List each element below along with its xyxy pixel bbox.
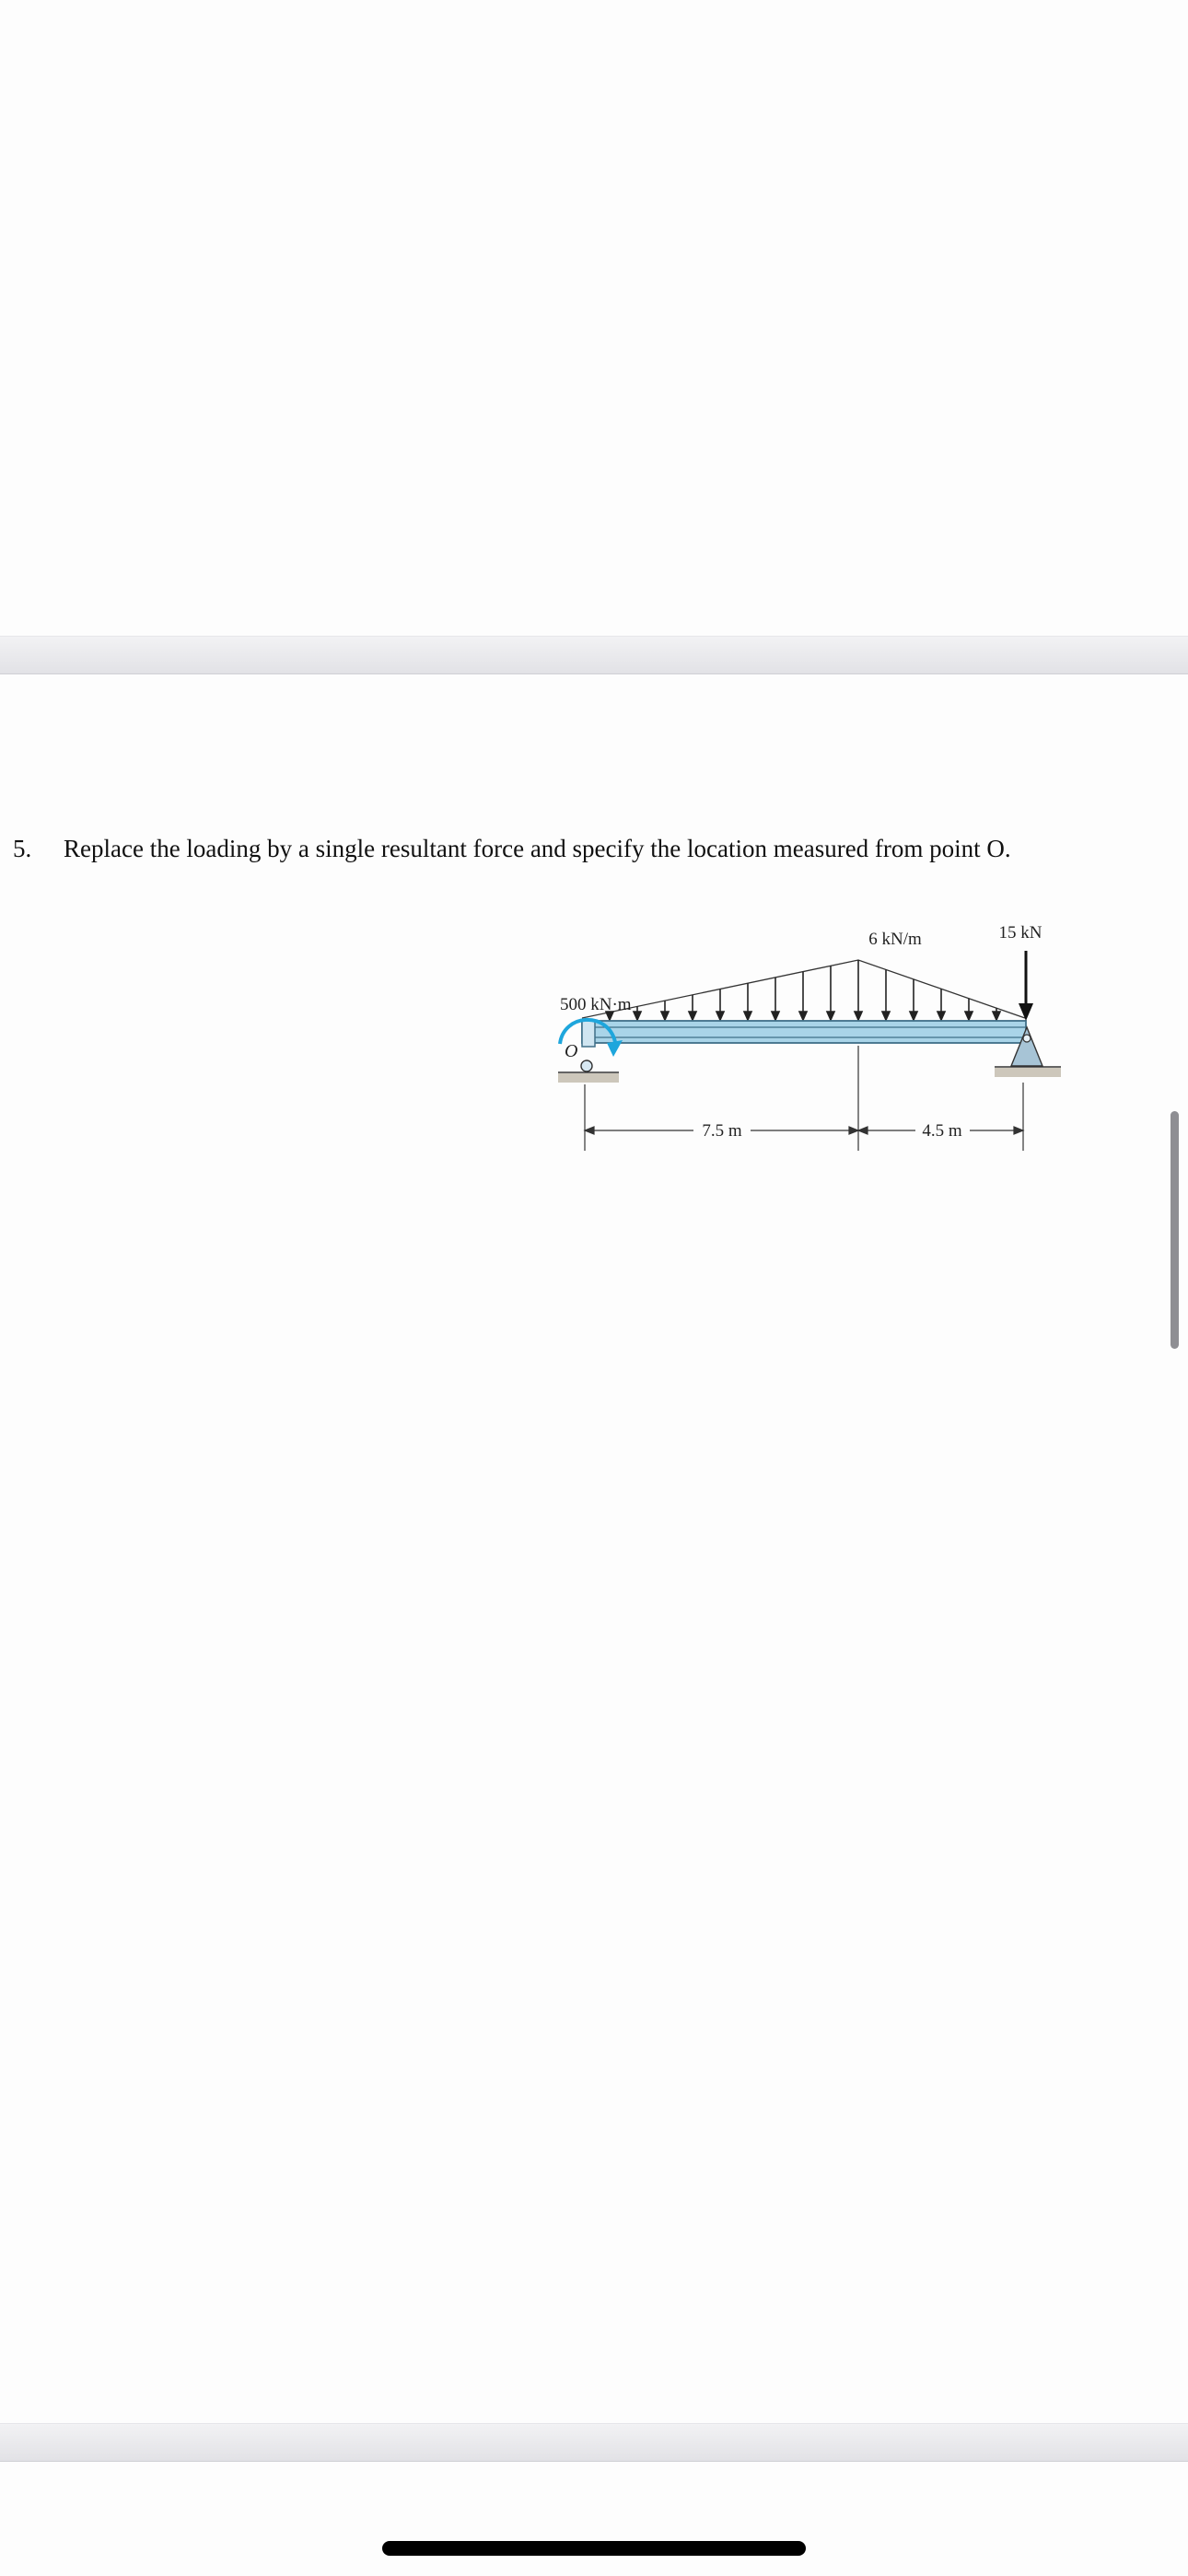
problem-number: 5. — [13, 835, 32, 862]
load-arrow-head — [799, 1012, 807, 1020]
load-arrow-head — [993, 1012, 1000, 1020]
load-arrow-head — [855, 1012, 862, 1020]
page-divider-bottom — [0, 2423, 1188, 2462]
dimension-left-label: 7.5 m — [702, 1121, 742, 1141]
load-arrow-head — [938, 1012, 945, 1020]
point-load-label: 15 kN — [998, 923, 1042, 943]
load-arrow-head — [661, 1012, 669, 1020]
load-arrow-head — [772, 1012, 779, 1020]
point-O-label: O — [565, 1041, 578, 1061]
beam-left-end-plate — [582, 1021, 595, 1047]
distributed-load-label: 6 kN/m — [868, 930, 922, 949]
beam-body — [582, 1021, 1026, 1043]
moment-label: 500 kN·m — [560, 995, 632, 1014]
home-indicator-bar[interactable] — [382, 2541, 806, 2556]
distributed-load-arrows — [606, 960, 1000, 1020]
load-arrow-head — [910, 1012, 917, 1020]
load-arrow-head — [965, 1012, 973, 1020]
scrollbar-thumb[interactable] — [1171, 1111, 1179, 1349]
beam-loading-figure — [543, 917, 1077, 1165]
load-arrow-head — [716, 1012, 724, 1020]
load-arrow-head — [744, 1012, 751, 1020]
load-arrow-head — [827, 1012, 834, 1020]
moment-arrowhead — [607, 1040, 623, 1057]
roller-support-O — [558, 1060, 619, 1083]
problem-text: Replace the loading by a single resultant force and specify the location measured from point O. — [64, 835, 1011, 862]
load-arrow-head — [634, 1012, 641, 1020]
point-load-head — [1019, 1003, 1033, 1021]
page-divider-top — [0, 636, 1188, 674]
load-arrow-head — [882, 1012, 890, 1020]
load-arrow-head — [689, 1012, 696, 1020]
dimension-right-label: 4.5 m — [922, 1121, 962, 1141]
